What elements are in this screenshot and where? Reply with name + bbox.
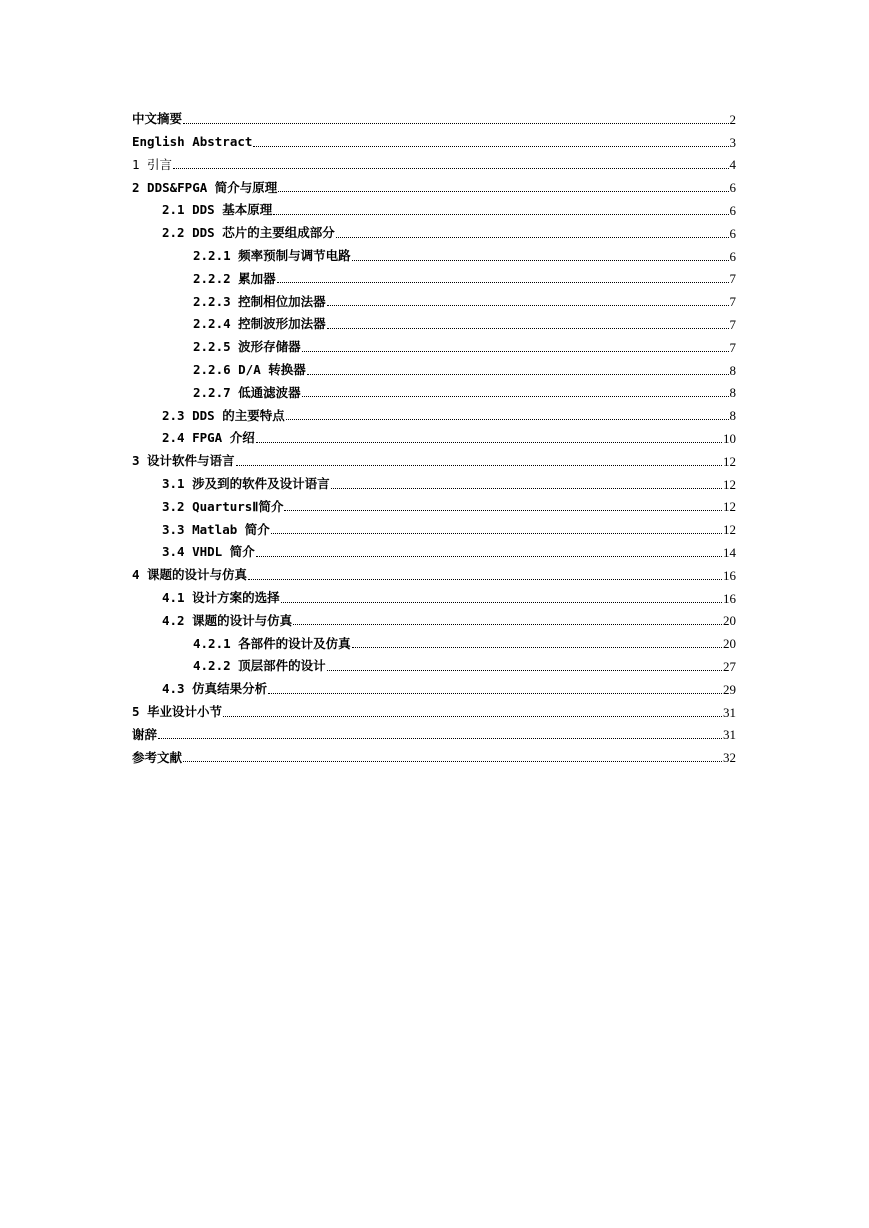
toc-entry[interactable] xyxy=(132,560,736,583)
toc-entry[interactable] xyxy=(132,423,736,446)
toc-entry[interactable] xyxy=(132,104,736,127)
toc-entry-title: 4 课题的设计与仿真 xyxy=(132,567,248,583)
toc-dot-leader xyxy=(327,328,729,329)
toc-entry-page-number: 10 xyxy=(723,430,736,446)
toc-dot-leader xyxy=(281,602,722,603)
toc-entry-page-number: 7 xyxy=(729,339,736,355)
toc-entry-page-number: 7 xyxy=(729,271,736,287)
toc-dot-leader xyxy=(307,374,729,375)
toc-dot-leader xyxy=(236,465,722,466)
toc-dot-leader xyxy=(286,419,729,420)
toc-entry-page-number: 6 xyxy=(729,202,736,218)
toc-entry-title: 4.3 仿真结果分析 xyxy=(162,681,268,697)
toc-dot-leader xyxy=(256,442,722,443)
toc-entry[interactable] xyxy=(132,309,736,332)
toc-entry[interactable] xyxy=(132,218,736,241)
toc-entry-page-number: 12 xyxy=(723,476,736,492)
table-of-contents xyxy=(132,104,736,765)
toc-entry-title: 2.4 FPGA 介绍 xyxy=(162,430,255,446)
toc-entry-title: 中文摘要 xyxy=(132,111,183,127)
toc-entry[interactable] xyxy=(132,286,736,309)
toc-entry-title: 4.2.1 各部件的设计及仿真 xyxy=(193,635,351,651)
toc-entry-page-number: 6 xyxy=(729,180,736,196)
toc-dot-leader xyxy=(271,533,722,534)
toc-entry-title: 3 设计软件与语言 xyxy=(132,453,235,469)
toc-entry[interactable] xyxy=(132,469,736,492)
toc-entry[interactable] xyxy=(132,378,736,401)
toc-dot-leader xyxy=(253,146,728,147)
toc-entry-page-number: 32 xyxy=(723,750,736,766)
toc-entry-title: 2.3 DDS 的主要特点 xyxy=(162,407,285,423)
toc-entry[interactable] xyxy=(132,514,736,537)
toc-dot-leader xyxy=(327,305,729,306)
toc-entry-title: 4.1 设计方案的选择 xyxy=(162,590,280,606)
toc-dot-leader xyxy=(352,260,729,261)
toc-dot-leader xyxy=(302,351,729,352)
toc-entry-page-number: 6 xyxy=(729,225,736,241)
toc-entry-title: 2 DDS&FPGA 简介与原理 xyxy=(132,179,278,195)
toc-entry-title: 2.2.7 低通滤波器 xyxy=(193,384,301,400)
toc-entry-title: 2.2.6 D/A 转换器 xyxy=(193,362,306,378)
toc-dot-leader xyxy=(327,670,722,671)
toc-entry-title: 3.3 Matlab 简介 xyxy=(162,521,270,537)
toc-entry[interactable] xyxy=(132,606,736,629)
toc-dot-leader xyxy=(352,647,722,648)
toc-entry[interactable] xyxy=(132,400,736,423)
toc-dot-leader xyxy=(183,123,728,124)
toc-entry[interactable] xyxy=(132,674,736,697)
toc-dot-leader xyxy=(277,282,729,283)
toc-entry[interactable] xyxy=(132,332,736,355)
toc-entry[interactable] xyxy=(132,492,736,515)
toc-entry-page-number: 12 xyxy=(723,522,736,538)
toc-entry[interactable] xyxy=(132,241,736,264)
toc-dot-leader xyxy=(158,738,722,739)
toc-entry-page-number: 31 xyxy=(723,704,736,720)
toc-entry[interactable] xyxy=(132,195,736,218)
toc-entry-title: 2.2.2 累加器 xyxy=(193,270,276,286)
toc-dot-leader xyxy=(302,396,729,397)
toc-entry[interactable] xyxy=(132,264,736,287)
toc-entry-page-number: 2 xyxy=(729,111,736,127)
toc-entry-title: 2.2.4 控制波形加法器 xyxy=(193,316,326,332)
toc-dot-leader xyxy=(223,716,722,717)
toc-entry[interactable] xyxy=(132,537,736,560)
toc-dot-leader xyxy=(248,579,722,580)
toc-entry-page-number: 4 xyxy=(729,157,736,173)
toc-entry-page-number: 14 xyxy=(723,544,736,560)
toc-entry[interactable] xyxy=(132,446,736,469)
toc-entry-page-number: 20 xyxy=(723,636,736,652)
toc-entry[interactable] xyxy=(132,742,736,765)
toc-entry-title: English Abstract xyxy=(132,134,253,150)
toc-entry-page-number: 8 xyxy=(729,408,736,424)
toc-entry-page-number: 7 xyxy=(729,294,736,310)
toc-entry-page-number: 27 xyxy=(723,658,736,674)
toc-entry-page-number: 7 xyxy=(729,316,736,332)
toc-dot-leader xyxy=(268,693,722,694)
toc-dot-leader xyxy=(293,624,722,625)
toc-entry-title: 2.2.5 波形存储器 xyxy=(193,339,301,355)
toc-entry[interactable] xyxy=(132,127,736,150)
toc-entry[interactable] xyxy=(132,628,736,651)
toc-entry-title: 2.1 DDS 基本原理 xyxy=(162,202,273,218)
toc-entry-page-number: 12 xyxy=(723,453,736,469)
toc-dot-leader xyxy=(256,556,722,557)
toc-entry-title: 2.2 DDS 芯片的主要组成部分 xyxy=(162,225,335,241)
toc-entry-page-number: 3 xyxy=(729,134,736,150)
toc-entry[interactable] xyxy=(132,697,736,720)
toc-entry-page-number: 8 xyxy=(729,362,736,378)
toc-entry-title: 参考文献 xyxy=(132,749,183,765)
toc-entry-title: 4.2 课题的设计与仿真 xyxy=(162,612,293,628)
toc-entry-page-number: 8 xyxy=(729,385,736,401)
toc-dot-leader xyxy=(173,168,728,169)
toc-entry-title: 谢辞 xyxy=(132,726,158,742)
toc-entry-title: 3.2 QuartursⅡ简介 xyxy=(162,498,284,514)
toc-entry[interactable] xyxy=(132,651,736,674)
toc-entry[interactable] xyxy=(132,583,736,606)
toc-dot-leader xyxy=(273,214,728,215)
toc-entry-page-number: 20 xyxy=(723,613,736,629)
toc-entry-title: 3.1 涉及到的软件及设计语言 xyxy=(162,476,330,492)
toc-entry[interactable] xyxy=(132,720,736,743)
toc-entry-title: 3.4 VHDL 简介 xyxy=(162,544,255,560)
toc-entry[interactable] xyxy=(132,355,736,378)
toc-entry-title: 2.2.1 频率预制与调节电路 xyxy=(193,248,351,264)
toc-dot-leader xyxy=(278,191,728,192)
toc-entry-title: 5 毕业设计小节 xyxy=(132,704,223,720)
toc-entry-title: 2.2.3 控制相位加法器 xyxy=(193,293,326,309)
toc-entry-page-number: 16 xyxy=(723,567,736,583)
toc-entry[interactable] xyxy=(132,150,736,173)
toc-entry-title: 4.2.2 顶层部件的设计 xyxy=(193,658,326,674)
toc-entry-page-number: 12 xyxy=(723,499,736,515)
toc-dot-leader xyxy=(183,761,722,762)
toc-dot-leader xyxy=(336,237,729,238)
toc-dot-leader xyxy=(284,510,722,511)
toc-entry-page-number: 31 xyxy=(723,727,736,743)
toc-entry-page-number: 6 xyxy=(729,248,736,264)
toc-entry[interactable] xyxy=(132,172,736,195)
toc-entry-page-number: 16 xyxy=(723,590,736,606)
toc-entry-page-number: 29 xyxy=(723,681,736,697)
toc-dot-leader xyxy=(331,488,722,489)
toc-entry-title: 1 引言 xyxy=(132,156,173,172)
